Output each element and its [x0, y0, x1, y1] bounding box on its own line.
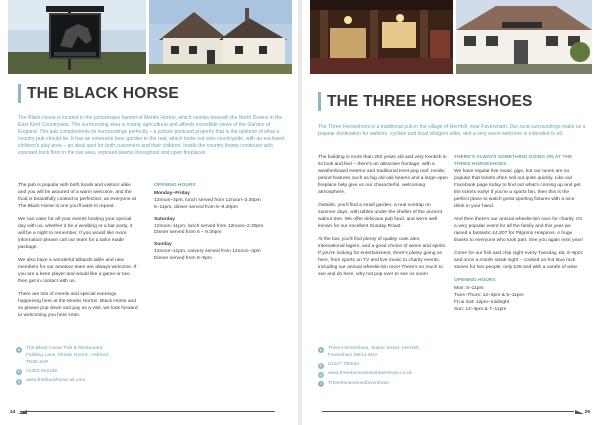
web-row — [16, 378, 266, 385]
phone-icon: ✆ — [17, 369, 21, 375]
globe-icon: ◎ — [319, 371, 323, 377]
right-photo-strip — [310, 0, 592, 74]
intro-paragraph: The Black Horse is located in the picturesque hamlet of Monks Horton, which nestles beneath the North Downs in the East Kent Countryside. The surrounding area is mainly agricultural and affords incredible views of the Garden of England. The pub complements its surroundings perfectly – a picture postcard property that is the epitome of what a country pub should be. It has an extensive beer garden to the rear, which looks out onto countryside, with an enclosed children's play area – an ideal spot for both customers and their children. Inside the country theme continues with exposed brick floor in the bar area, exposed beams throughout and open fireplaces. — [18, 115, 284, 157]
contact-block — [16, 346, 266, 387]
page-title: THE BLACK HORSE — [27, 85, 179, 102]
phone-icon: ✆ — [319, 362, 323, 368]
intro-paragraph: The Three Horseshoes is a traditional pub in the village of Hernhill, near Faversham. Our rural surroundings make us a popular destination for walkers, cyclists and local villagers alike, and a very warm welcome is extended to all. — [318, 124, 586, 138]
right-page — [302, 0, 600, 425]
body-column-1 — [318, 155, 448, 285]
website-link[interactable]: www.threehorseshoesfaversham.co.uk — [328, 371, 412, 377]
body-paragraph: Come for our fish and chip night every Tuesday, £5, 6–9pm; and once a month steak night – cooked on hot lava rock stones for two people, only £35 and with a carafe of wine. — [454, 251, 584, 270]
body-column-1 — [18, 183, 140, 326]
title-accent-bar — [18, 84, 21, 103]
hours-line: Fri & Sat: 12pm–midnight — [454, 300, 510, 305]
body-column-2 — [454, 155, 584, 314]
hours-day: Saturday — [154, 216, 175, 222]
body-paragraph: We can cater for all your events hosting your special day with us, whether it be a wedding or a bar party, it will be a night to remember. If you would like more information please call our team for a tailor made package. — [18, 217, 133, 250]
title-accent-bar — [318, 92, 321, 111]
events-heading: THERE'S ALWAYS SOMETHING GOING ON AT THE THREE HORSESHOES — [454, 155, 573, 167]
opening-hours-heading: OPENING HOURS — [154, 183, 196, 188]
website-link[interactable]: www.theblackhorse.uk.com — [26, 378, 86, 384]
body-paragraph: At the bar, you'll find plenty of quality cask ales, international lagers, and a good choice of wines and spirits. If you're looking for entertainment, there's plenty going on here, from sports on TV and live music to charity events, including our annual wheelie-bin race! There's so much to see and do here, why not pop over to see us soon! — [318, 237, 447, 277]
facebook-link[interactable]: Threehorseshoesfaversham — [328, 380, 389, 386]
web-row — [318, 371, 568, 378]
body-paragraph: And then there's our annual wheelie-bin race for charity. It's a very popular event for all the family and this year we raised a fantastic £4,807 for Pilgrims Hospices. A huge thanks to everyone who took part. See you again next year! — [454, 216, 583, 243]
pub-sign-photo — [8, 0, 146, 74]
hours-line: 12noon–3pm, lunch served from 12noon–2.30pm — [154, 197, 261, 203]
hours-day: Sunday — [154, 242, 172, 248]
left-page — [0, 0, 298, 425]
pub-interior-photo — [310, 0, 453, 74]
globe-icon: ◎ — [17, 378, 21, 384]
hours-line: Mon: 5–11pm — [454, 286, 484, 292]
pub-exterior-photo — [149, 0, 292, 74]
hours-line: 12noon–11pm, carvery served from 12noon–3pm — [154, 249, 261, 255]
folio-arrow-icon — [575, 410, 584, 414]
opening-hours-heading: OPENING HOURS — [454, 278, 496, 284]
left-title-block — [18, 84, 179, 103]
address-row — [318, 346, 568, 360]
phone-number[interactable]: 01303 812182 — [26, 368, 58, 374]
hours-line: Dinner served from 6–9pm — [154, 256, 212, 262]
hours-line: Tues–Thurs: 12–3pm & 5–11pm — [454, 293, 524, 299]
body-paragraph: There are lots of events and special evenings happening here at the Monks Horton. Black Horse and so please pop down and pay us a visit, we look forward to welcoming you here soon. — [18, 292, 138, 318]
phone-row — [16, 369, 266, 376]
hours-line: Dinner served from 6 – 9.30pm — [154, 230, 222, 236]
facebook-icon: f — [318, 381, 324, 387]
hours-line: 12noon–11pm, lunch served from 12noon–2.30pm — [154, 223, 264, 229]
hours-line: 5–11pm, dinner served from 6–9.30pm — [154, 204, 238, 210]
phone-number[interactable]: 01227 750842 — [328, 362, 360, 368]
body-paragraph: The pub is popular with both locals and visitors alike and you will be assured of a warm welcome, and the food is beautifully cooked to perfection; as everyone at The Black Horse is one you'll want to repeat. — [18, 183, 136, 209]
opening-hours-column — [154, 183, 276, 263]
pub-frontage-photo — [456, 0, 592, 74]
body-paragraph: The building is more than 250 years old and very Kentish in its look and feel – there's an attractive frontage, with a weatherboard exterior and traditional Kent peg roof. Inside, period features such as big old oak beams and a large open fireplace help give us our characterful, welcoming atmosphere. — [318, 155, 448, 195]
address-line: Faversham ME13 9UA — [328, 352, 378, 358]
social-row — [318, 381, 568, 388]
right-title-block — [318, 92, 533, 111]
body-paragraph: We have regular live music gigs, but our tunes are so popular that tickets often sell out quite quickly. Like our Facebook page today to find out what's coming up and get the tickets early! If you're a sports fan, then this is the perfect place to watch great sporting fixtures with a nice drink in your hand. — [454, 169, 581, 209]
page-number: 24 — [10, 410, 16, 415]
footer-rule — [322, 411, 574, 412]
hours-day: Monday–Friday — [154, 190, 190, 196]
hours-line: Sun: 12–4pm & 7–11pm — [454, 306, 507, 312]
location-pin-icon: ● — [319, 346, 323, 352]
address-row — [16, 346, 266, 366]
address-line: The Black Horse Pub & Restaurant, — [26, 346, 104, 351]
page-title: THE THREE HORSESHOES — [327, 93, 533, 110]
location-pin-icon: ● — [17, 346, 21, 352]
body-paragraph: Outside, you'll find a small garden, a real suntrap on summer days, with tables under the shelter of the ancient walnut tree. We offer delicious pub food, and we're well known for our excellent Sunday Roast. — [318, 202, 442, 229]
left-photo-strip — [8, 0, 292, 74]
page-number: 25 — [584, 410, 590, 415]
address-line: TN25 6AP — [26, 359, 49, 365]
contact-block — [318, 346, 568, 390]
body-paragraph: We also have a wonderful billiards table and new members for our amateur team are always welcome. If you are a keen player and would like a game or two then get in contact with us. — [18, 258, 137, 284]
footer-rule — [20, 411, 275, 412]
address-line: Fiddling Lane, Monks Horton, Ashford — [26, 352, 108, 358]
address-line: Three Horseshoes, Staple Street, Hernhill, — [328, 346, 420, 351]
phone-row — [318, 362, 568, 369]
